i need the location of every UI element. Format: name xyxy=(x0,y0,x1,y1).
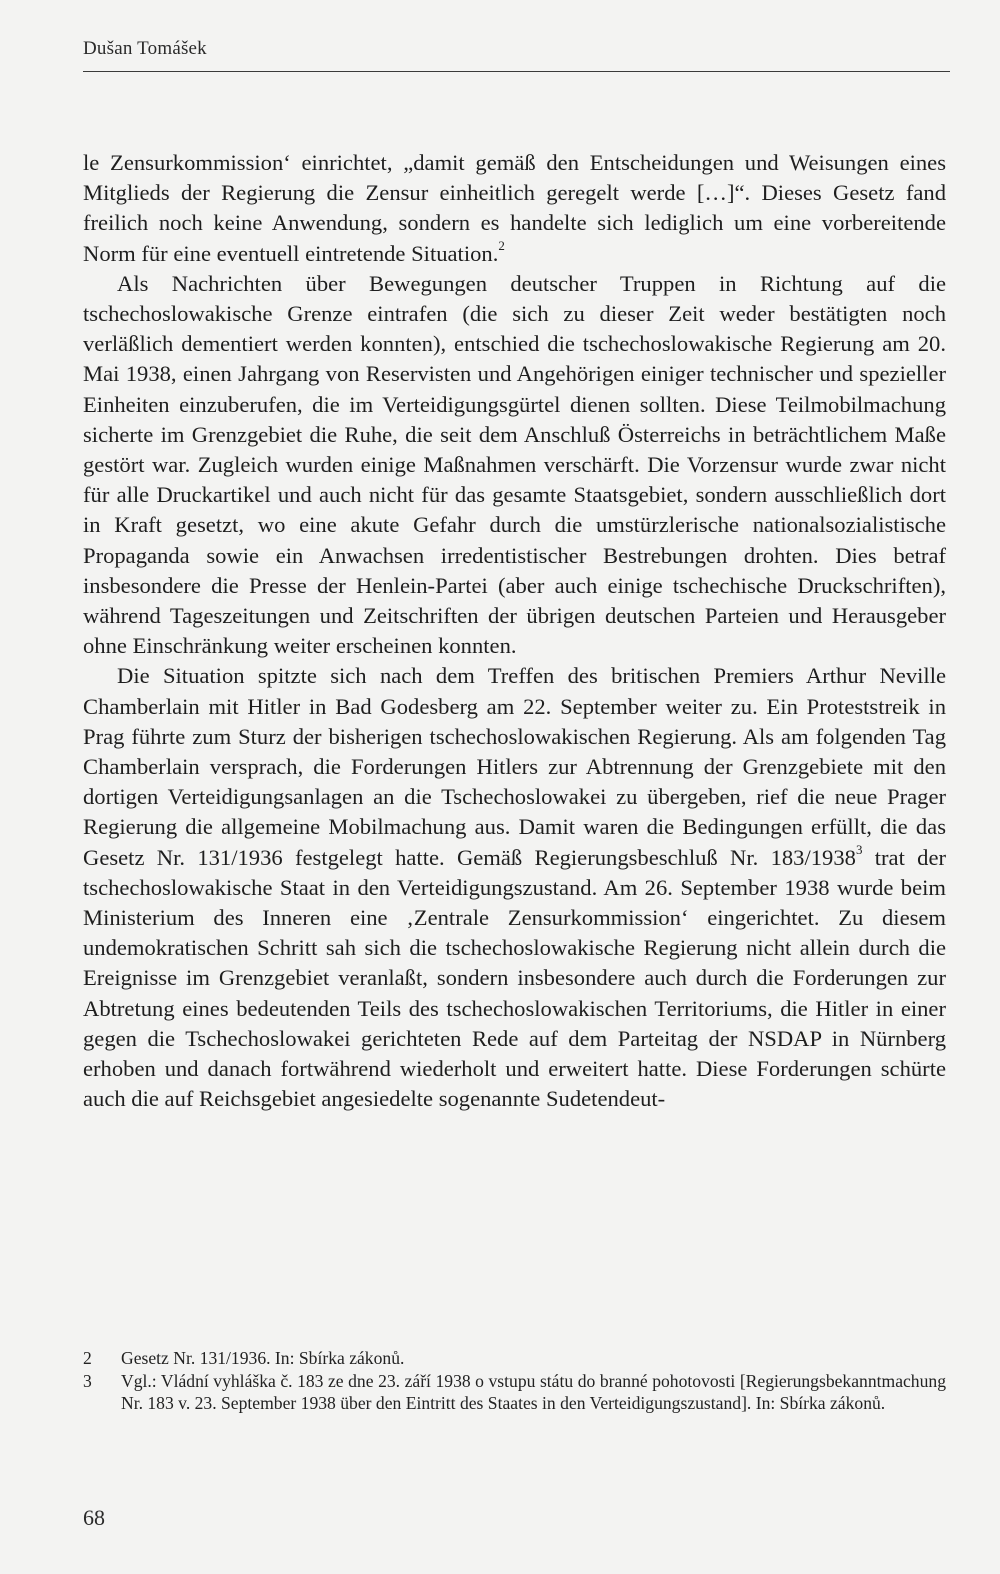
footnote-2 xyxy=(83,1347,946,1370)
footnote-ref-2: 2 xyxy=(498,238,505,254)
running-head-author: Dušan Tomášek xyxy=(83,38,207,59)
paragraph-1 xyxy=(83,148,946,269)
footnotes xyxy=(83,1347,946,1415)
footnote-text: Gesetz Nr. 131/1936. In: Sbírka zákonů. xyxy=(121,1348,405,1368)
page-number: 68 xyxy=(83,1505,105,1530)
main-text xyxy=(83,148,946,1115)
footnote-text: Vgl.: Vládní vyhláška č. 183 ze dne 23. září 1938 o vstupu státu do branné pohotovosti [Regierungsbekanntmachung Nr. 183 v. 23. September 1938 über den Eintritt des Staates in den Verteidigungszustand]. In: Sbírka zákonů. xyxy=(121,1370,946,1414)
header-rule xyxy=(83,71,950,72)
paragraph-3-text-a: Die Situation spitzte sich nach dem Treffen des britischen Premiers Arthur Neville Chamberlain mit Hitler in Bad Godesberg am 22. September weiter zu. Ein Proteststreik in Prag führte zum Sturz der bisherigen tschechoslowakischen Regierung. Als am folgenden Tag Chamberlain versprach, die Forderungen Hitlers zur Abtrennung der Grenzgebiete mit den dortigen Verteidigungsanlagen an die Tschechoslowakei zu übergeben, rief die neue Prager Regierung die allgemeine Mobilmachung aus. Damit waren die Bedingungen erfüllt, die das Gesetz Nr. 131/1936 festgelegt hatte. Gemäß Regierungsbeschluß Nr. 183/1938 xyxy=(83,663,946,870)
footnote-3 xyxy=(83,1370,946,1415)
paragraph-3 xyxy=(83,661,946,1114)
paragraph-1-text: le Zensurkommission‘ einrichtet, „damit gemäß den Entscheidungen und Weisungen eines Mitglieds der Regierung die Zensur einheitlich geregelt werde […]“. Dieses Gesetz fand freilich noch keine Anwendung, sondern es handelte sich lediglich um eine vorbereitende Norm für eine eventuell eintretende Situation. xyxy=(83,150,946,266)
footnote-number: 2 xyxy=(83,1348,92,1368)
paragraph-3-text-b: trat der tschechoslowakische Staat in den Verteidigungszustand. Am 26. September 1938 wurde beim Ministerium des Inneren eine ‚Zentrale Zensurkommission‘ eingerichtet. Zu diesem undemokratischen Schritt sah sich die tschechoslowakische Regierung nicht allein durch die Ereignisse im Grenzgebiet veranlaßt, sondern insbesondere auch durch die Forderungen zur Abtretung eines bedeutenden Teils des tschechoslowakischen Territoriums, die Hitler in einer gegen die Tschechoslowakei gerichteten Rede auf dem Parteitag der NSDAP in Nürnberg erhoben und danach fortwährend wiederholt und erweitert hatte. Diese Forderungen schürte auch die auf Reichsgebiet angesiedelte sogenannte Sudetendeut- xyxy=(83,844,946,1112)
paragraph-2: Als Nachrichten über Bewegungen deutscher Truppen in Richtung auf die tschechoslowakische Grenze eintrafen (die sich zu dieser Zeit weder bestätigten noch verläßlich dementiert werden konnten), entschied die tschechoslowakische Regierung am 20. Mai 1938, einen Jahrgang von Reservisten und Angehörigen einiger technischer und spezieller Einheiten einzuberufen, die im Verteidigungsgürtel dienen sollten. Diese Teilmobilmachung sicherte im Grenzgebiet die Ruhe, die seit dem Anschluß Österreichs in beträchtlichem Maße gestört war. Zugleich wurden einige Maßnahmen verschärft. Die Vorzensur wurde zwar nicht für alle Druckartikel und auch nicht für das gesamte Staatsgebiet, sondern ausschließlich dort in Kraft gesetzt, wo eine akute Gefahr durch die umstürzlerische nationalsozialistische Propaganda sowie ein Anwachsen irredentistischer Bestrebungen drohten. Dies betraf insbesondere die Presse der Henlein-Partei (aber auch einige tschechische Druckschriften), während Tageszeitungen und Zeitschriften der übrigen deutschen Parteien und Herausgeber ohne Einschränkung weiter erscheinen konnten. xyxy=(83,270,946,659)
footnote-ref-3: 3 xyxy=(855,842,863,858)
footnote-number: 3 xyxy=(83,1370,92,1391)
